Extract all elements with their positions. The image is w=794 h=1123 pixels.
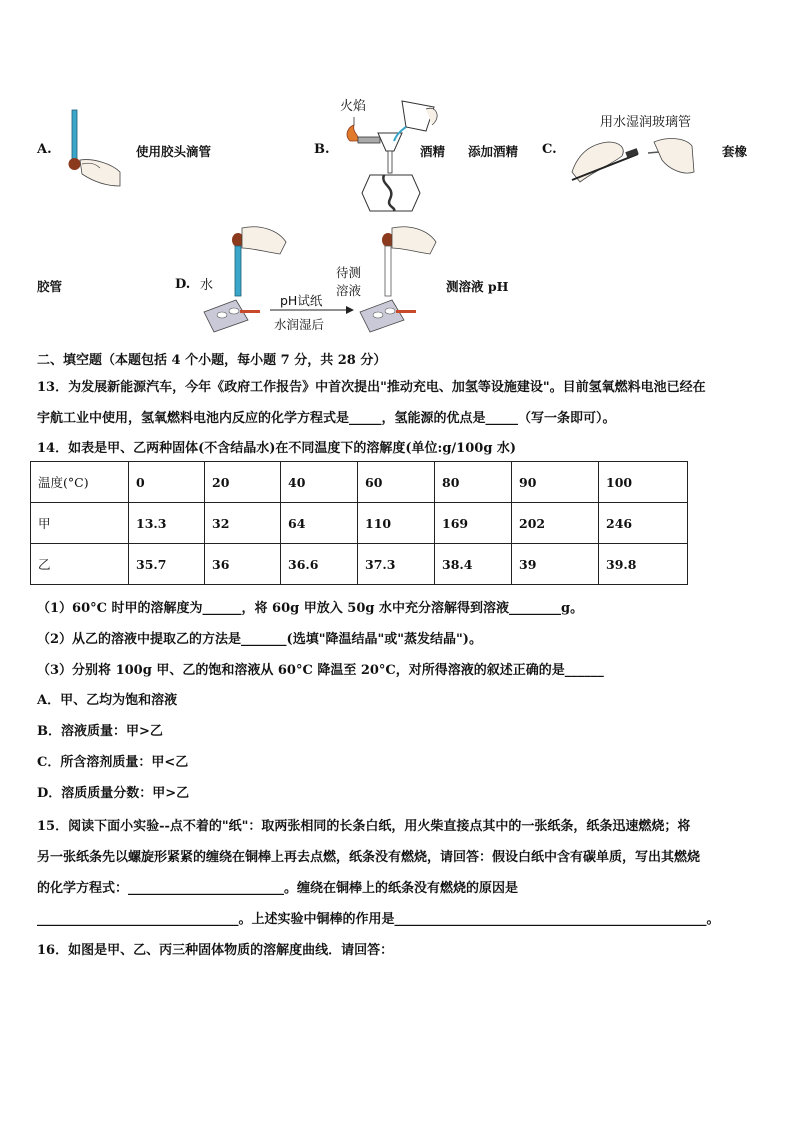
option-c-caption-wrap: 胶管 (37, 279, 63, 294)
q14-sub1: （1）60°C 时甲的溶解度为______，将 60g 甲放入 50g 水中充分溶解得到溶液________g。 (37, 601, 584, 616)
dropper-hand-illustration (64, 108, 124, 188)
table-cell: 246 (599, 503, 688, 544)
q14-sub3: （3）分别将 100g 甲、乙的饱和溶液从 60°C 降温至 20°C，对所得溶液的叙述正确的是______ (37, 663, 604, 678)
table-cell: 35.7 (129, 544, 205, 585)
table-cell: 169 (435, 503, 512, 544)
table-cell: 0 (129, 462, 205, 503)
q15-line4: _______________________________。上述实验中铜棒的作用是________________________________________________。 (37, 912, 720, 927)
table-row (31, 462, 688, 503)
table-cell: 39.8 (599, 544, 688, 585)
q14-option-b: B．溶液质量：甲>乙 (37, 724, 163, 739)
option-c-top-label: 用水湿润玻璃管 (600, 115, 692, 130)
option-d-letter: D. (175, 277, 191, 292)
q13-line2: 宇航工业中使用，氢氧燃料电池内反应的化学方程式是_____，氢能源的优点是_____（写一条即可）。 (37, 411, 616, 426)
table-cell: 39 (512, 544, 599, 585)
q14-option-d: D．溶质质量分数：甲>乙 (37, 786, 190, 801)
table-row (31, 544, 688, 585)
solubility-table (30, 461, 688, 585)
flame-label: 火焰 (340, 99, 367, 114)
table-cell: 40 (281, 462, 358, 503)
table-cell: 80 (435, 462, 512, 503)
table-cell: 202 (512, 503, 599, 544)
table-cell: 90 (512, 462, 599, 503)
table-cell: 37.3 (358, 544, 435, 585)
table-cell: 13.3 (129, 503, 205, 544)
q13-line1: 13．为发展新能源汽车，今年《政府工作报告》中首次提出"推动充电、加氢等设施建设"。目前氢氧燃料电池已经在 (37, 380, 706, 395)
option-b-letter: B. (314, 142, 330, 157)
q14-option-a: A．甲、乙均为饱和溶液 (37, 693, 178, 708)
option-c-letter: C. (542, 142, 557, 157)
option-d-caption: 测溶液 pH (446, 279, 509, 294)
option-a-caption: 使用胶头滴管 (136, 144, 212, 159)
q14-sub2: （2）从乙的溶液中提取乙的方法是_______(选填"降温结晶"或"蒸发结晶")。 (37, 632, 482, 647)
table-cell: 64 (281, 503, 358, 544)
table-row (31, 503, 688, 544)
table-cell: 温度(°C) (31, 462, 129, 503)
ph-paper-label: pH试纸 (280, 293, 323, 308)
section-title: 二、填空题（本题包括 4 个小题，每小题 7 分，共 28 分） (37, 353, 387, 368)
table-cell: 110 (358, 503, 435, 544)
table-cell: 60 (358, 462, 435, 503)
q15-line2: 另一张纸条先以螺旋形紧紧的缠绕在铜棒上再去点燃，纸条没有燃烧，请回答：假设白纸中含有碳单质，写出其燃烧 (37, 850, 701, 865)
table-cell: 36.6 (281, 544, 358, 585)
option-b-caption: 添加酒精 (468, 144, 519, 159)
sample-label-2: 溶液 (336, 283, 362, 298)
water-label: 水 (200, 278, 214, 293)
table-cell: 36 (205, 544, 281, 585)
q14-title: 14．如表是甲、乙两种固体(不含结晶水)在不同温度下的溶解度(单位:g/100g 水) (37, 441, 517, 456)
option-c-caption-tail: 套橡 (722, 144, 748, 159)
table-cell: 乙 (31, 544, 129, 585)
table-cell: 32 (205, 503, 281, 544)
table-cell: 100 (599, 462, 688, 503)
q14-option-c: C．所含溶剂质量：甲<乙 (37, 755, 189, 770)
q15-line1: 15．阅读下面小实验--点不着的"纸"：取两张相同的长条白纸，用火柴直接点其中的一张纸条，纸条迅速燃烧；将 (37, 819, 691, 834)
q15-line3: 的化学方程式：________________________。缠绕在铜棒上的纸条没有燃烧的原因是 (37, 881, 519, 896)
table-cell: 甲 (31, 503, 129, 544)
q16-line1: 16．如图是甲、乙、丙三种固体物质的溶解度曲线．请回答： (37, 943, 394, 958)
sample-label-1: 待测 (336, 265, 362, 280)
table-cell: 38.4 (435, 544, 512, 585)
wet-label: 水润湿后 (274, 317, 325, 332)
table-cell: 20 (205, 462, 281, 503)
glass-tube-hands-illustration (568, 132, 698, 187)
option-a-letter: A. (37, 142, 52, 157)
alcohol-label: 酒精 (420, 144, 446, 159)
